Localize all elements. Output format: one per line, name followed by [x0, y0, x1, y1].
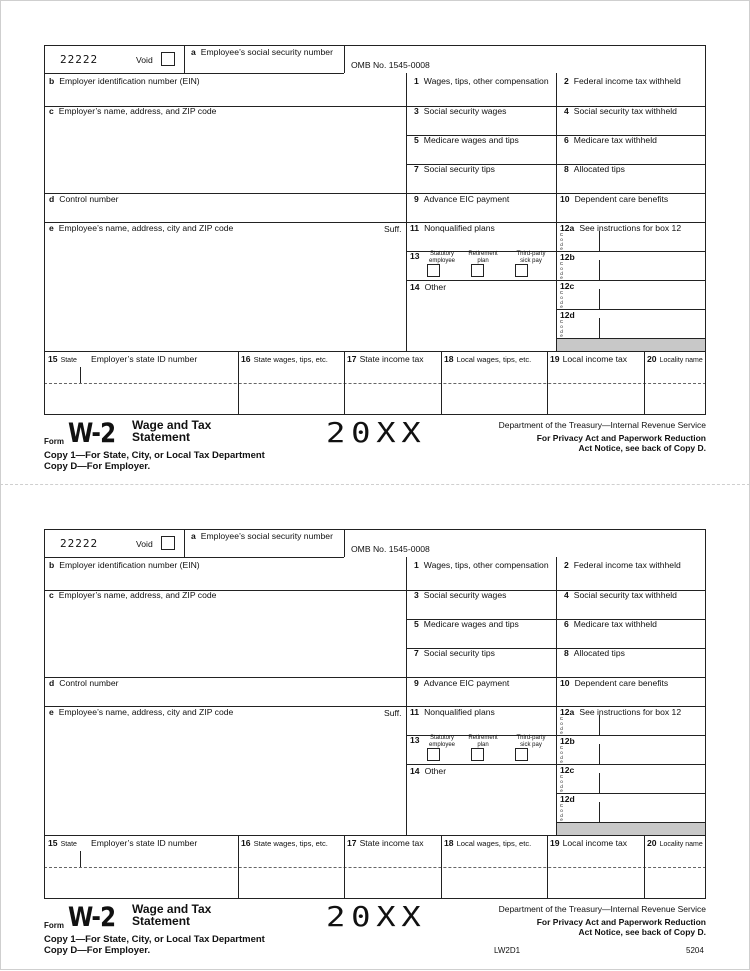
ein-label: b Employer identification number (EIN): [49, 76, 200, 86]
third-party-sick-pay-checkbox[interactable]: [515, 264, 528, 277]
box-3-label: 3 Social security wages: [414, 590, 507, 600]
box-20-label: 20 Locality name: [647, 354, 703, 364]
statutory-employee-checkbox[interactable]: [427, 748, 440, 761]
statutory-employee-label: Statutory employee: [428, 251, 455, 264]
box-8-label: 8 Allocated tips: [564, 164, 625, 174]
form-footer: [44, 417, 706, 487]
box-12d-code-label: Code: [559, 803, 564, 823]
control-number-label: d Control number: [49, 194, 119, 204]
box-15-state-label: 15 State: [48, 354, 77, 364]
ssn-label: a Employee’s social security number: [191, 531, 333, 541]
ein-label: b Employer identification number (EIN): [49, 560, 200, 570]
void-checkbox[interactable]: [161, 536, 175, 550]
box-12c-code-label: Code: [559, 290, 564, 310]
box-4-label: 4 Social security tax withheld: [564, 590, 677, 600]
suffix-label: Suff.: [384, 224, 402, 234]
box-1-label: 1 Wages, tips, other compensation: [414, 560, 549, 570]
omb-number: OMB No. 1545-0008: [351, 544, 430, 554]
retirement-plan-checkbox[interactable]: [471, 264, 484, 277]
box-17-label: 17 State income tax: [347, 354, 424, 364]
box-14-label: 14 Other: [410, 282, 447, 292]
box-15-state-label: 15 State: [48, 838, 77, 848]
box-19-label: 19 Local income tax: [550, 838, 628, 848]
employer-name-label: c Employer’s name, address, and ZIP code: [49, 590, 217, 600]
box-12d-label: 12d: [560, 794, 575, 804]
box-12a-code-label: Code: [559, 232, 564, 252]
box-18-label: 18 Local wages, tips, etc.: [444, 354, 532, 364]
form-title-line1: Wage and Tax: [132, 418, 212, 432]
box-6-label: 6 Medicare tax withheld: [564, 135, 657, 145]
control-number-label: d Control number: [49, 678, 119, 688]
box-10-label: 10 Dependent care benefits: [560, 678, 669, 688]
form-id-number: 22222: [60, 53, 99, 66]
box-16-label: 16 State wages, tips, etc.: [241, 838, 328, 848]
box-12b-code-label: Code: [559, 261, 564, 281]
box-15-id-label: Employer’s state ID number: [91, 838, 198, 848]
box-2-label: 2 Federal income tax withheld: [564, 76, 681, 86]
omb-number: OMB No. 1545-0008: [351, 60, 430, 70]
form-footer: [44, 901, 706, 971]
box-7-label: 7 Social security tips: [414, 164, 495, 174]
form-name: W-2: [68, 902, 116, 933]
department-line: Department of the Treasury—Internal Revenue Service: [498, 420, 706, 430]
statutory-employee-label: Statutory employee: [428, 735, 455, 748]
box-12c-label: 12c: [560, 281, 575, 291]
box-13-number: 13: [410, 251, 420, 261]
privacy-line-1: For Privacy Act and Paperwork Reduction: [536, 433, 706, 443]
copy-d-line: Copy D—For Employer.: [44, 945, 151, 956]
box-12c-code-label: Code: [559, 774, 564, 794]
form-title-line2: Statement: [132, 430, 191, 444]
box-6-label: 6 Medicare tax withheld: [564, 619, 657, 629]
copy-1-line: Copy 1—For State, City, or Local Tax Department: [44, 450, 265, 461]
box-12d-code-label: Code: [559, 319, 564, 339]
privacy-line-2: Act Notice, see back of Copy D.: [578, 443, 706, 453]
copy-d-line: Copy D—For Employer.: [44, 461, 151, 472]
form-title-line2: Statement: [132, 914, 191, 928]
form-word: Form: [44, 921, 64, 930]
employee-name-label: e Employee’s name, address, city and ZIP code: [49, 707, 234, 717]
box-12d-label: 12d: [560, 310, 575, 320]
retirement-plan-checkbox[interactable]: [471, 748, 484, 761]
box-12c-label: 12c: [560, 765, 575, 775]
department-line: Department of the Treasury—Internal Revenue Service: [498, 904, 706, 914]
box-12a-label: 12a See instructions for box 12: [560, 223, 682, 233]
w2-copy-bottom: [44, 529, 706, 969]
void-label: Void: [136, 539, 153, 549]
form-name: W-2: [68, 418, 116, 449]
box-3-label: 3 Social security wages: [414, 106, 507, 116]
box-12b-label: 12b: [560, 736, 575, 746]
retirement-plan-label: Retirement plan: [468, 735, 498, 748]
box-5-label: 5 Medicare wages and tips: [414, 135, 519, 145]
privacy-line-2: Act Notice, see back of Copy D.: [578, 927, 706, 937]
box-13-number: 13: [410, 735, 420, 745]
box-10-label: 10 Dependent care benefits: [560, 194, 669, 204]
void-label: Void: [136, 55, 153, 65]
tax-year: 20XX: [326, 416, 427, 449]
w2-copy-top: [44, 45, 706, 485]
employer-name-label: c Employer’s name, address, and ZIP code: [49, 106, 217, 116]
third-party-sick-pay-label: Third-party sick pay: [516, 251, 546, 264]
box-12a-label: 12a See instructions for box 12: [560, 707, 682, 717]
box-17-label: 17 State income tax: [347, 838, 424, 848]
form-word: Form: [44, 437, 64, 446]
box-5-label: 5 Medicare wages and tips: [414, 619, 519, 629]
statutory-employee-checkbox[interactable]: [427, 264, 440, 277]
box-15-id-label: Employer’s state ID number: [91, 354, 198, 364]
box-11-label: 11 Nonqualified plans: [410, 223, 495, 233]
employee-name-label: e Employee’s name, address, city and ZIP code: [49, 223, 234, 233]
page-code-right: 5204: [686, 946, 704, 955]
box-12b-code-label: Code: [559, 745, 564, 765]
box-11-label: 11 Nonqualified plans: [410, 707, 495, 717]
box-14-label: 14 Other: [410, 766, 447, 776]
third-party-sick-pay-label: Third-party sick pay: [516, 735, 546, 748]
third-party-sick-pay-checkbox[interactable]: [515, 748, 528, 761]
retirement-plan-label: Retirement plan: [468, 251, 498, 264]
box-19-label: 19 Local income tax: [550, 354, 628, 364]
box-18-label: 18 Local wages, tips, etc.: [444, 838, 532, 848]
box-12b-label: 12b: [560, 252, 575, 262]
form-id-number: 22222: [60, 537, 99, 550]
box-12a-code-label: Code: [559, 716, 564, 736]
tax-year: 20XX: [326, 900, 427, 933]
box-9-label: 9 Advance EIC payment: [414, 194, 510, 204]
box-1-label: 1 Wages, tips, other compensation: [414, 76, 549, 86]
privacy-line-1: For Privacy Act and Paperwork Reduction: [536, 917, 706, 927]
suffix-label: Suff.: [384, 708, 402, 718]
box-9-label: 9 Advance EIC payment: [414, 678, 510, 688]
box-16-label: 16 State wages, tips, etc.: [241, 354, 328, 364]
void-checkbox[interactable]: [161, 52, 175, 66]
page-code-left: LW2D1: [494, 946, 521, 955]
box-4-label: 4 Social security tax withheld: [564, 106, 677, 116]
ssn-label: a Employee’s social security number: [191, 47, 333, 57]
box-7-label: 7 Social security tips: [414, 648, 495, 658]
copy-1-line: Copy 1—For State, City, or Local Tax Department: [44, 934, 265, 945]
form-title-line1: Wage and Tax: [132, 902, 212, 916]
box-8-label: 8 Allocated tips: [564, 648, 625, 658]
box-2-label: 2 Federal income tax withheld: [564, 560, 681, 570]
box-20-label: 20 Locality name: [647, 838, 703, 848]
